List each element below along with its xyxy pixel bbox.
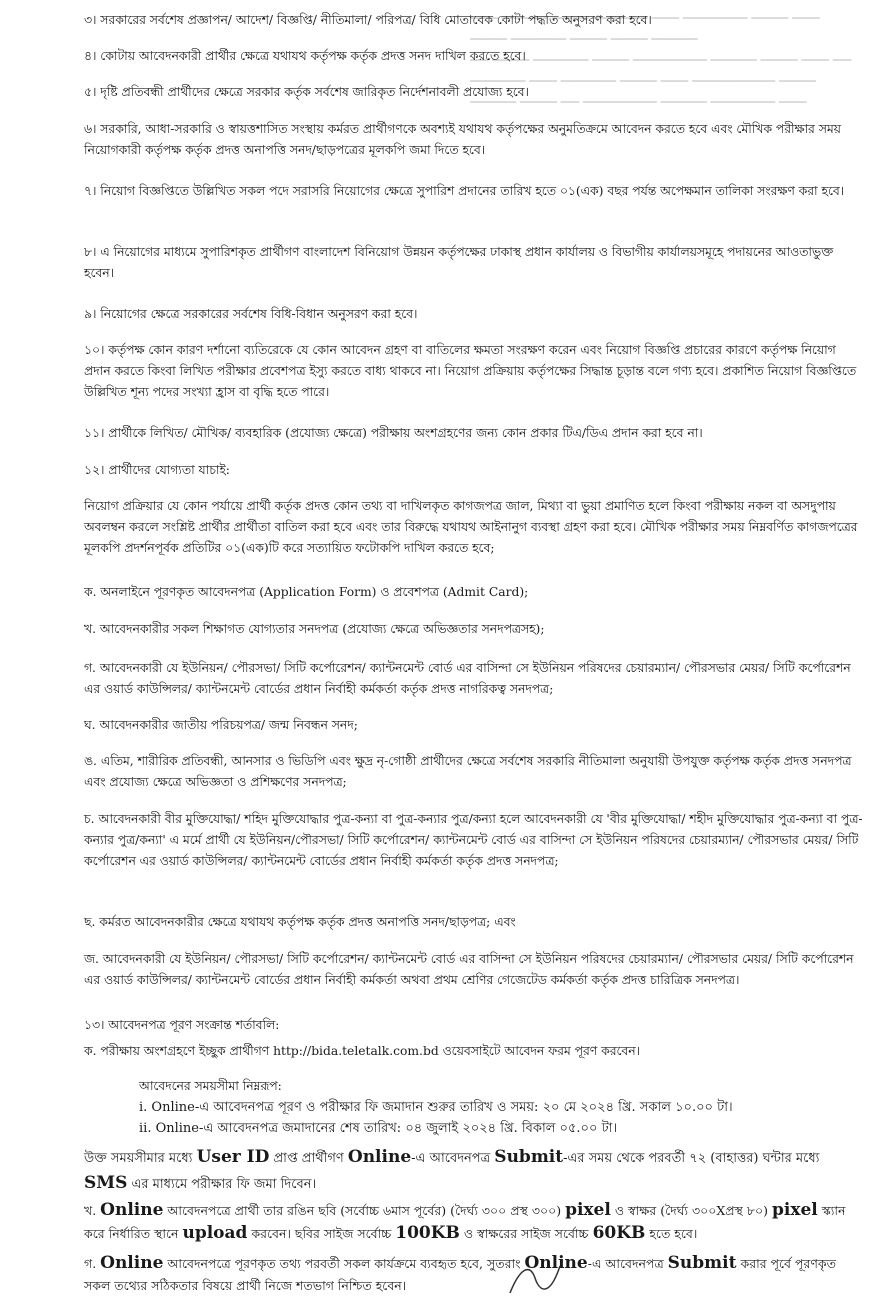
document-item-cha: চ. আবেদনকারী বীর মুক্তিযোদ্ধা/ শহিদ মুক্তিযোদ্ধার পুত্র-কন্যা বা পুত্র-কন্যার পুত্র/কন্যা হলে আবেদনকারী যে 'বীর মুক্তিযোদ্ধা/ শহীদ মুক্তিযোদ্ধার পুত্র-কন্যা বা পুত্র-কন্যার পুত্র/কন্যা' এ মর্মে প্রার্থী যে ইউনিয়ন/পৌরসভা/ সিটি কর্পোরেশন/ ক্যান্টনমেন্ট বোর্ড এর বাসিন্দা সে ইউনিয়ন পরিষদের চেয়ারম্যান/ পৌরসভার মেয়র/ সিটি কর্পোরেশন এর ওয়ার্ড কাউন্সিলর/ ক্যান্টনমেন্ট বোর্ডের প্রধান নির্বাহী কর্মকর্তা কর্তৃক প্রদত্ত সনদপত্র; (84, 812, 863, 868)
text-run: ও স্বাক্ষর (দৈর্ঘ্য ৩০০Xপ্রস্থ ৮০) (610, 1203, 772, 1218)
text-run: -এর সময় থেকে পরবর্তী ৭২ (বাহাত্তর) ঘন্টার মধ্যে (563, 1151, 820, 1166)
text-run: Online (524, 1253, 588, 1273)
text-run: 60KB (592, 1223, 646, 1243)
bleed-through-texture: ▁▁▁ ▁▁▁▁▁ ▁▁▁▁ ▁▁▁▁▁▁ ▁▁▁ ▁▁▁▁▁▁▁ ▁▁▁▁ ▁▁▁ ▁▁▁▁ ▁▁▁▁▁▁ ▁▁▁▁ ▁▁▁▁ ▁▁▁▁▁ ▁▁ ▁▁▁▁ ▁▁▁▁▁▁ ▁▁▁▁ ▁▁▁▁▁▁▁▁ ▁▁▁▁▁ ▁▁▁▁ ▁▁▁ ▁▁ ▁▁▁▁▁▁ ▁▁▁ ▁▁▁▁▁▁ ▁▁▁▁ ▁▁▁ ▁▁▁▁▁▁▁▁▁ ▁▁▁▁ ▁▁▁▁▁ ▁▁▁▁ ▁▁ ▁▁▁▁▁▁▁▁ ▁▁▁▁▁ ▁▁▁▁▁▁▁ ▁▁▁ (470, 5, 852, 103)
text-run: উক্ত সময়সীমার মধ্যে (84, 1151, 197, 1166)
document-item-chha: ছ. কর্মরত আবেদনকারীর ক্ষেত্রে যথাযথ কর্তৃপক্ষ কর্তৃক প্রদত্ত অনাপত্তি সনদ/ছাড়পত্র; এবং (84, 915, 516, 929)
text-run: Online (100, 1253, 164, 1273)
text-run: প্রাপ্ত প্রার্থীগণ (269, 1151, 348, 1166)
text-run: pixel (771, 1200, 818, 1220)
text-run: ও স্বাক্ষরের সাইজ সর্বোচ্চ (459, 1226, 593, 1241)
clause-5: ৫। দৃষ্টি প্রতিবন্ধী প্রার্থীদের ক্ষেত্রে সরকার কর্তৃক সর্বশেষ জারিকৃত নির্দেশনাবলী প্রযোজ্য হবে। (84, 85, 529, 99)
text-run: 100KB (395, 1223, 460, 1243)
text-run: আবেদনপত্রে পূরণকৃত তথ্য পরবর্তী সকল কার্যক্রমে ব্যবহৃত হবে, সুতরাং (163, 1256, 525, 1271)
userid-sms-paragraph (84, 1145, 864, 1197)
text-run: স্ক্যান করে নির্ধারিত স্থানে (84, 1203, 846, 1241)
text-run: গ. (84, 1256, 101, 1271)
text-run: করার পূর্বে পূরণকৃত সকল তথ্যের সঠিকতার বিষয়ে প্রার্থী নিজে শতভাগ নিশ্চিত হবেন। (84, 1256, 837, 1293)
info-accuracy-paragraph (84, 1252, 864, 1297)
photo-upload-paragraph (84, 1199, 864, 1245)
text-run: করবেন। ছবির সাইজ সর্বোচ্চ (247, 1226, 396, 1241)
timeline-item-i: i. Online-এ আবেদনপত্র পূরণ ও পরীক্ষার ফি জমাদান শুরুর তারিখ ও সময়: ২০ মে ২০২৪ খ্রি. সকাল ১০.০০ টা। (139, 1100, 733, 1115)
text-run: -এ আবেদনপত্র (587, 1256, 668, 1271)
text-run: -এ আবেদনপত্র (411, 1151, 495, 1166)
document-item-uo: ঙ. এতিম, শারীরিক প্রতিবন্ধী, আনসার ও ভিডিপি এবং ক্ষুদ্র নৃ-গোষ্ঠী প্রার্থীদের ক্ষেত্রে সর্বশেষ সরকারি নীতিমালা অনুযায়ী উপযুক্ত কর্তৃপক্ষ কর্তৃক প্রদত্ত সনদপত্র এবং প্রযোজ্য ক্ষেত্রে অভিজ্ঞতা ও প্রশিক্ষণের সনদপত্র; (84, 754, 852, 789)
clause-13-ka: ক. পরীক্ষায় অংশগ্রহণে ইচ্ছুক প্রার্থীগণ http://bida.teletalk.com.bd ওয়েবসাইটে আবেদন ফরম পূরণ করবেন। (84, 1044, 640, 1058)
timeline-item-ii: ii. Online-এ আবেদনপত্র জমাদানের শেষ তারিখ: ০৪ জুলাই ২০২৪ খ্রি. বিকাল ০৫.০০ টা। (139, 1121, 618, 1136)
clause-9: ৯। নিয়োগের ক্ষেত্রে সরকারের সর্বশেষ বিধি-বিধান অনুসরণ করা হবে। (84, 307, 418, 321)
document-item-ja: জ. আবেদনকারী যে ইউনিয়ন/ পৌরসভা/ সিটি কর্পোরেশন/ ক্যান্টনমেন্ট বোর্ড এর বাসিন্দা সে ইউনিয়ন পরিষদের চেয়ারম্যান/ পৌরসভার মেয়র/ সিটি কর্পোরেশন এর ওয়ার্ড কাউন্সিলর/ ক্যান্টনমেন্ট বোর্ডের প্রধান নির্বাহী কর্মকর্তা অথবা প্রথম শ্রেণির গেজেটেড কর্মকর্তা কর্তৃক প্রদত্ত চারিত্রিক সনদপত্র। (84, 952, 854, 987)
clause-11: ১১। প্রার্থীকে লিখিত/ মৌখিক/ ব্যবহারিক (প্রযোজ্য ক্ষেত্রে) পরীক্ষায় অংশগ্রহণের জন্য কোন প্রকার টিএ/ডিএ প্রদান করা হবে না। (84, 426, 703, 440)
clause-8: ৮। এ নিয়োগের মাধ্যমে সুপারিশকৃত প্রার্থীগণ বাংলাদেশ বিনিয়োগ উন্নয়ন কর্তৃপক্ষের ঢাকাস্থ প্রধান কার্যালয় ও বিভাগীয় কার্যালয়সমূহে পদায়নের আওতাভুক্ত হবেন। (84, 245, 834, 280)
clause-4: ৪। কোটায় আবেদনকারী প্রার্থীর ক্ষেত্রে যথাযথ কর্তৃপক্ষ কর্তৃক প্রদত্ত সনদ দাখিল করতে হবে। (84, 49, 526, 63)
text-run: pixel (565, 1200, 611, 1220)
text-run: হতে হবে। (645, 1226, 698, 1241)
text-run: Online (100, 1200, 164, 1220)
text-run: আবেদনপত্রে প্রার্থী তার রঙিন ছবি (সর্বোচ্চ ৬মাস পূর্বের) (দৈর্ঘ্য ৩০০ প্রস্থ ৩০০) (163, 1203, 566, 1218)
text-run: Online (347, 1147, 412, 1167)
text-run: SMS (84, 1173, 128, 1193)
clause-13-heading: ১৩। আবেদনপত্র পূরণ সংক্রান্ত শর্তাবলি: (84, 1018, 280, 1032)
document-item-ga: গ. আবেদনকারী যে ইউনিয়ন/ পৌরসভা/ সিটি কর্পোরেশন/ ক্যান্টনমেন্ট বোর্ড এর বাসিন্দা সে ইউনিয়ন পরিষদের চেয়ারম্যান/ পৌরসভার মেয়র/ সিটি কর্পোরেশন এর ওয়ার্ড কাউন্সিলর/ ক্যান্টনমেন্ট বোর্ডের প্রধান নির্বাহী কর্মকর্তা কর্তৃক প্রদত্ত নাগরিকত্ব সনদপত্র; (84, 661, 851, 696)
clause-12-heading: ১২। প্রার্থীদের যোগ্যতা যাচাই: (84, 463, 230, 477)
clause-10: ১০। কর্তৃপক্ষ কোন কারণ দর্শানো ব্যতিরেকে যে কোন আবেদন গ্রহণ বা বাতিলের ক্ষমতা সংরক্ষণ করেন এবং নিয়োগ বিজ্ঞপ্তি প্রচারের কারণে কর্তৃপক্ষ নিয়োগ প্রদান করতে কিংবা লিখিত পরীক্ষার প্রবেশপত্র ইস্যু করতে বাধ্য থাকবে না। নিয়োগ প্রক্রিয়ায় কর্তৃপক্ষের সিদ্ধান্ত চূড়ান্ত বলে গণ্য হবে। প্রকাশিত নিয়োগ বিজ্ঞপ্তিতে উল্লিখিত শূন্য পদের সংখ্যা হ্রাস বা বৃদ্ধি হতে পারে। (84, 343, 857, 399)
text-run: খ. (84, 1203, 101, 1218)
clause-3: ৩। সরকারের সর্বশেষ প্রজ্ঞাপন/ আদেশ/ বিজ্ঞপ্তি/ নীতিমালা/ পরিপত্র/ বিধি মোতাবেক কোটা পদ্ধতি অনুসরণ করা হবে। (84, 13, 652, 27)
clause-7: ৭। নিয়োগ বিজ্ঞপ্তিতে উল্লিখিত সকল পদে সরাসরি নিয়োগের ক্ষেত্রে সুপারিশ প্রদানের তারিখ হতে ০১(এক) বছর পর্যন্ত অপেক্ষমান তালিকা সংরক্ষণ করা হবে। (84, 184, 845, 198)
document-item-gha: ঘ. আবেদনকারীর জাতীয় পরিচয়পত্র/ জন্ম নিবন্ধন সনদ; (84, 718, 358, 732)
document-item-kha: খ. আবেদনকারীর সকল শিক্ষাগত যোগ্যতার সনদপত্র (প্রযোজ্য ক্ষেত্রে অভিজ্ঞতার সনদপত্রসহ); (84, 622, 545, 636)
clause-6: ৬। সরকারি, আধা-সরকারি ও স্বায়ত্তশাসিত সংস্থায় কর্মরত প্রার্থীগণকে অবশ্যই যথাযথ কর্তৃপক্ষের অনুমতিক্রমে আবেদন করতে হবে এবং মৌখিক পরীক্ষার সময় নিয়োগকারী কর্তৃপক্ষ কর্তৃক প্রদত্ত অনাপত্তি সনদ/ছাড়পত্রের মূলকপি জমা দিতে হবে। (84, 122, 841, 157)
text-run: এর মাধ্যমে পরীক্ষার ফি জমা দিবেন। (127, 1177, 317, 1192)
text-run: User ID (196, 1147, 270, 1167)
timeline-heading: আবেদনের সময়সীমা নিম্নরূপ: (139, 1079, 282, 1093)
document-item-ka: ক. অনলাইনে পূরণকৃত আবেদনপত্র (Application Form) ও প্রবেশপত্র (Admit Card); (84, 585, 529, 599)
text-run: Submit (494, 1147, 564, 1167)
signature-mark (505, 1258, 565, 1298)
text-run: Submit (667, 1253, 737, 1273)
text-run: upload (182, 1223, 248, 1243)
clause-12-body: নিয়োগ প্রক্রিয়ার যে কোন পর্যায়ে প্রার্থী কর্তৃক প্রদত্ত কোন তথ্য বা দাখিলকৃত কাগজপত্র জাল, মিথ্যা বা ভুয়া প্রমাণিত হলে কিংবা পরীক্ষায় নকল বা অসদুপায় অবলম্বন করলে সংশ্লিষ্ট প্রার্থীর প্রার্থীতা বাতিল করা হবে এবং তার বিরুদ্ধে যথাযথ আইনানুগ ব্যবস্থা গ্রহণ করা হবে। মৌখিক পরীক্ষার সময় নিম্নবর্ণিত কাগজপত্রের মূলকপি প্রদর্শনপূর্বক প্রতিটির ০১(এক)টি করে সত্যায়িত ফটোকপি দাখিল করতে হবে; (84, 499, 858, 555)
